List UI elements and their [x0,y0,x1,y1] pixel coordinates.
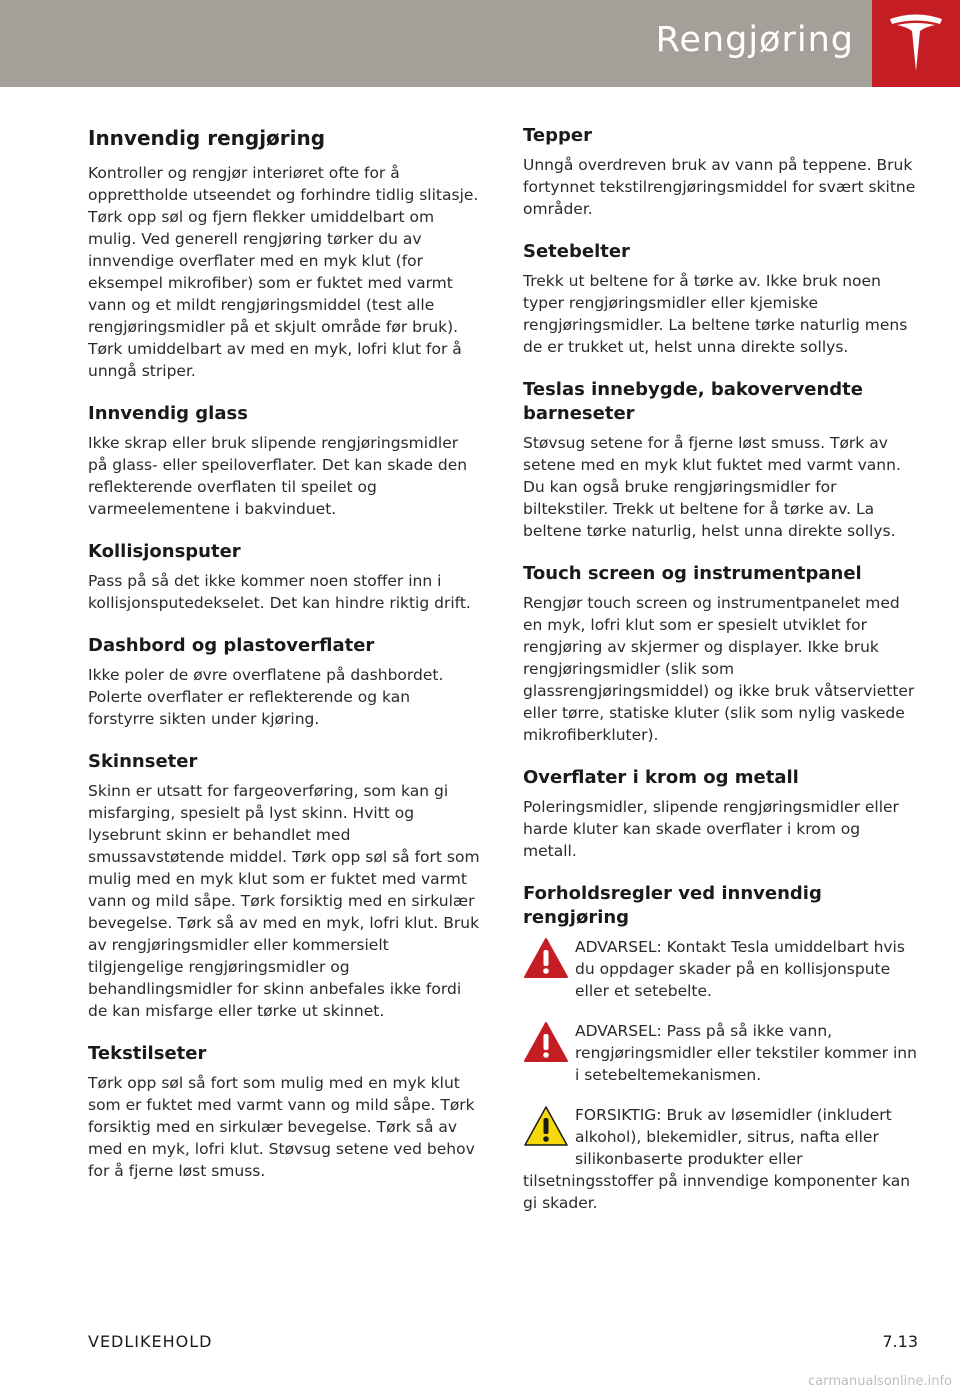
caution-notice [523,1104,918,1214]
section-text: Ikke skrap eller bruk slipende rengjøringsmidler på glass- eller speiloverflater. Det kan skade den reflekterende overflaten til speilet og varmeelementene i bakvinduet. [88,434,468,518]
section-text: Tørk opp søl så fort som mulig med en myk klut som er fuktet med varmt vann og mild såpe. Tørk forsiktig med en sirkulær bevegelse. Tørk så av med en myk, lofri klut. Støvsug setene ved behov for å fjerne løst smuss. [88,1074,475,1180]
section-heading: Skinnseter [88,751,198,772]
notice-text: ADVARSEL: Pass på så ikke vann, rengjøringsmidler eller tekstiler kommer inn i setebeltemekanismen. [575,1022,917,1084]
caution-triangle-icon [523,1104,569,1148]
section-text: Støvsug setene for å fjerne løst smuss. Tørk av setene med en myk klut fuktet med varmt vann. Du kan også bruke rengjøringsmidler for biltekstiler. Trekk ut beltene for å tørke av. La beltene tørke naturlig, helst unna direkte sollys. [523,434,901,540]
section-heading: Tepper [523,125,592,146]
page-title: Rengjøring [655,20,854,60]
section-heading: Setebelter [523,241,630,262]
intro-text: Kontroller og rengjør interiøret ofte for å opprettholde utseendet og forhindre tidlig slitasje. Tørk opp søl og fjern flekker umiddelbart om mulig. Ved generell rengjøring tørker du av innvendige overflater med en myk klut (for eksempel mikrofiber) som er fuktet med varmt vann og et mildt rengjøringsmiddel (test alle rengjøringsmidler på et skjult område før bruk). Tørk umiddelbart av med en myk, lofri klut for å unngå striper. [88,164,479,380]
section-heading: Innvendig glass [88,403,248,424]
notice-text: ADVARSEL: Kontakt Tesla umiddelbart hvis du oppdager skader på en kollisjonspute eller et setebelte. [575,938,905,1000]
section-text: Rengjør touch screen og instrumentpanelet med en myk, lofri klut som er spesielt utviklet for rengjøring av skjermer og displayer. Ikke bruk rengjøringsmidler (slik som glassrengjøringsmiddel) og ikke bruk våtservietter eller tørre, statiske kluter (slik som nylig vaskede mikrofiberkluter). [523,594,915,744]
page-number: 7.13 [882,1332,918,1351]
main-heading: Innvendig rengjøring [88,126,326,150]
section-heading: Teslas innebygde, bakovervendte barneseter [523,379,863,424]
right-column [523,124,918,1232]
tesla-logo [872,0,960,87]
warning-notice [523,936,918,1002]
section-text: Poleringsmidler, slipende rengjøringsmidler eller harde kluter kan skade overflater i krom og metall. [523,798,899,860]
warning-notice [523,1020,918,1086]
footer-section: VEDLIKEHOLD [88,1332,213,1351]
warning-triangle-icon [523,1020,569,1064]
section-text: Ikke poler de øvre overflatene på dashbordet. Polerte overflater er reflekterende og kan forstyrre sikten under kjøring. [88,666,444,728]
section-heading: Tekstilseter [88,1043,207,1064]
section-heading: Dashbord og plastoverflater [88,635,375,656]
section-text: Skinn er utsatt for fargeoverføring, som kan gi misfarging, spesielt på lyst skinn. Hvitt og lysebrunt skinn er behandlet med smussavstøtende middel. Tørk opp søl så fort som mulig med en myk klut som er fuktet med varmt vann og mild såpe. Tørk forsiktig med en sirkulær bevegelse. Tørk så av med en myk, lofri klut. Bruk av rengjøringsmidler eller kommersielt tilgjengelige rengjøringsmidler og behandlingsmidler for skinn anbefales ikke fordi de kan misfarge eller tørke ut skinnet. [88,782,480,1020]
precautions-heading: Forholdsregler ved innvendig rengjøring [523,883,822,928]
section-heading: Kollisjonsputer [88,541,241,562]
section-text: Pass på så det ikke kommer noen stoffer inn i kollisjonsputedekselet. Det kan hindre riktig drift. [88,572,471,612]
left-column [88,124,480,1202]
notice-text: FORSIKTIG: Bruk av løsemidler (inkludert alkohol), blekemidler, sitrus, nafta eller silikonbaserte produkter eller tilsetningsstoffer på innvendige komponenter kan gi skader. [523,1106,911,1212]
section-heading: Overflater i krom og metall [523,767,799,788]
watermark: carmanualsonline.info [808,1374,952,1389]
section-heading: Touch screen og instrumentpanel [523,563,862,584]
section-text: Trekk ut beltene for å tørke av. Ikke bruk noen typer rengjøringsmidler eller kjemiske rengjøringsmidler. La beltene tørke naturlig mens de er trukket ut, helst unna direkte sollys. [523,272,908,356]
warning-triangle-icon [523,936,569,980]
tesla-logo-icon [887,11,945,73]
section-text: Unngå overdreven bruk av vann på teppene. Bruk fortynnet tekstilrengjøringsmiddel for svært skitne områder. [523,156,916,218]
